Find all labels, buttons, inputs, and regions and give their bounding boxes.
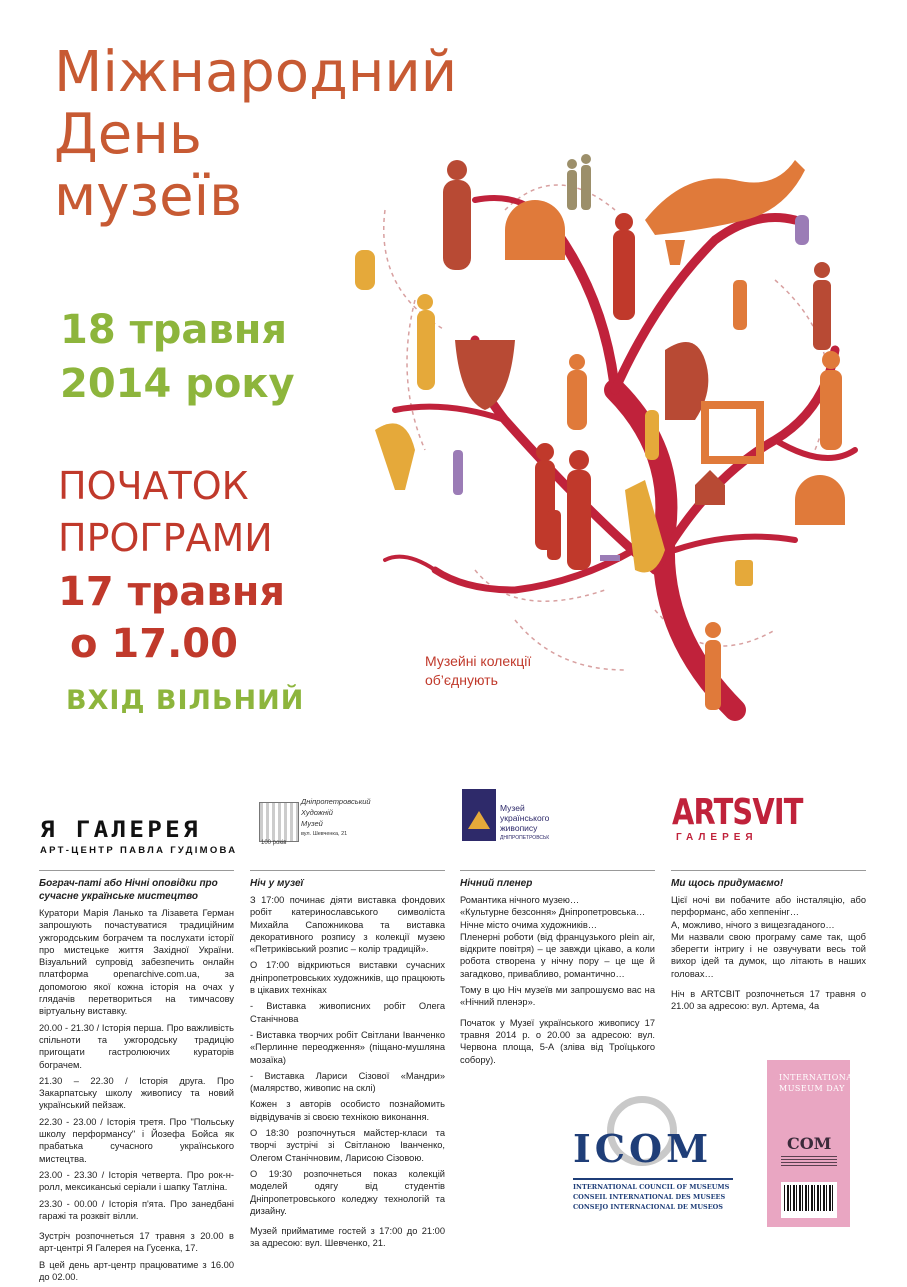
icom-logo [573,1108,733,1212]
imd-card [767,1060,859,1227]
museum-building-icon [259,802,299,842]
imd-line-1: INTERNATIONAL [779,1073,859,1082]
column-2-paragraph: Кожен з авторів особисто познайомить відвідувачів зі своєю технікою виконання. [250,1099,445,1122]
dnipro-museum-line-3: Музей [301,819,323,828]
artsvit-subtitle: ГАЛЕРЕЯ [676,832,758,843]
tree-caption-line-1: Музейні колекції [425,653,532,669]
dnipro-museum-address: вул. Шевченка, 21 [301,831,348,837]
museum-tree-illustration [355,150,880,725]
column-2-paragraph: О 19:30 розпочнеться показ колекцій моделей одягу від студентів Дніпропетровського коледжу технологій та дизайну. [250,1168,445,1216]
imd-line-2: MUSEUM DAY [779,1084,845,1093]
column-1-paragraph: В цей день арт-центр працюватиме з 16.00 до 02.00. [39,1259,234,1283]
column-4-paragraph: Ніч в ARTСВІТ розпочнеться 17 травня о 21.00 за адресою: вул. Артема, 4а [671,989,866,1012]
column-3-paragraph: «Культурне безсоння» Дніпропетровська… [460,907,646,918]
icom-mark-text: ICOM [573,1126,713,1171]
column-2-heading: Ніч у музеї [250,878,304,889]
dnipro-museum-line-1: Дніпропетровський [301,797,371,806]
program-start-datetime [58,566,285,670]
program-day: 17 травня [58,569,286,615]
column-2-paragraph: - Виставка живописних робіт Олега Станічнова [250,1001,445,1024]
title-line-3: музеїв [54,164,243,229]
column-1-paragraph: Зустріч розпочнеться 17 травня з 20.00 в арт-центрі Я Галерея на Гусенка, 17. [39,1231,234,1254]
painting-museum-emblem-icon [462,789,496,841]
barcode-icon [781,1182,837,1218]
column-4-paragraph: А, можливо, нічого з вищезгаданого… [671,919,835,930]
artsvit-name: ARTSVIT [672,792,803,833]
column-2-paragraph: О 18:30 розпочнуться майстер-класи та творчі зустрічі зі Світланою Іванченко, Олегом Станічновим, Ларисою Сізовою. [250,1128,445,1163]
column-2-paragraph: - Виставка творчих робіт Світлани Іванченко «Перлинне переодження» (піщано-мушляна мозаїка) [250,1029,445,1065]
column-4-heading: Ми щось придумаємо! [671,878,784,889]
tree-caption [425,652,531,690]
column-2-paragraph: - Виставка Лариси Сізової «Мандри» (малярство, живопис на склі) [250,1070,445,1094]
column-4-paragraph: Цієї ночі ви побачите або інсталяцію, або перформанс, або хеппенінг… [671,895,866,918]
painting-museum-line-2: українського [500,813,550,823]
statue-figure [443,160,471,270]
icom-mark [573,1108,733,1178]
program-column-1 [39,870,234,1287]
icom-line-1: INTERNATIONAL COUNCIL OF MUSEUMS [573,1183,730,1191]
ukrainian-painting-museum-logo [462,789,582,844]
event-date [60,303,295,411]
free-entry-label: ВХІД ВІЛЬНИЙ [66,685,305,716]
title-line-1: Міжнародний [54,40,458,105]
program-start-heading [58,460,273,564]
column-1-heading: Бограч-паті або Нічні оповідки про сучасне українське мистецтво [39,878,218,902]
column-1-paragraph: 23.00 - 23.30 / Історія четверта. Про рок-н-ролл, мексиканські серіали і шапку Татліна. [39,1169,234,1193]
column-2-paragraph: Музей прийматиме гостей з 17:00 до 21:00 за адресою: вул. Шевченко, 21. [250,1226,445,1249]
program-column-3 [460,870,655,1070]
imd-icom-mark: COM [787,1134,832,1153]
program-column-4 [671,870,866,1017]
column-1-paragraph: 20.00 - 21.30 / Історія перша. Про важливість спільноти та ужгородську традицію пригощати гастролюючих кураторів бограчем. [39,1022,234,1070]
tree-caption-line-2: об’єднують [425,672,498,688]
painting-museum-line-1: Музей [500,803,525,813]
dnipro-art-museum-logo [259,794,371,849]
artsvit-logo [672,794,835,843]
column-1-paragraph: 23.30 - 00.00 / Історія п'ята. Про занедбані гаражі та розквіт вілли. [39,1198,234,1221]
imd-mark-lines [781,1156,837,1168]
column-3-paragraph: Романтика нічного музею… [460,895,580,905]
program-time: о 17.00 [70,621,238,667]
painting-museum-city: ДНІПРОПЕТРОВСЬК [500,835,550,841]
column-3-paragraph: Нічне місто очима художників… [460,919,598,930]
column-2-paragraph: З 17:00 починає діяти виставка фондових робіт катеринославського символіста Михайла Сапожникова та виставка декоративного розпису з колекції музею «Петриківський розпис – колір традицій». [250,895,445,955]
date-line-2: 2014 року [60,361,295,407]
column-1-paragraph: Куратори Марія Ланько та Лізавета Герман запрошують почастуватися традиційним ужгородським бограчем та послухати історії про мистецьке життя Західної України. Візуальний супровід забезпечить онлайн платформа openarchive.com.ua, за допомогою якої кожна історія на очах у глядачів перетвориться на тимчасову віртуальну виставку. [39,908,234,1017]
ya-galereya-subtitle: АРТ-ЦЕНТР ПАВЛА ГУДІМОВА [40,845,238,856]
column-3-paragraph: Тому в цю Ніч музеїв ми запрошуємо вас на «Нічний пленэр». [460,985,655,1008]
column-1-paragraph: 22.30 - 23.00 / Історія третя. Про "Польську школу перформансу" і Йозефа Бойса як прабатька сучасного українського мистецтва. [39,1116,234,1164]
icom-line-2: CONSEIL INTERNATIONAL DES MUSEES [573,1193,726,1201]
program-column-2 [250,870,445,1254]
column-4-paragraph: Ми назвали свою програму саме так, щоб зберегти інтригу і не озвучувати весь той вихор ідей та думок, що літають в наших головах… [671,931,866,979]
ya-galereya-logo [40,818,237,856]
column-2-paragraph: О 17:00 відкриються виставки сучасних дніпропетровських художників, що працюють в цікавих техніках [250,960,445,996]
date-line-1: 18 травня [60,307,288,353]
icom-line-3: CONSEJO INTERNACIONAL DE MUSEOS [573,1203,724,1211]
column-3-heading: Нічний пленер [460,878,533,889]
title-line-2: День [54,102,202,167]
program-start-line-2: ПРОГРАМИ [58,516,273,560]
dnipro-museum-years: 100 років [261,840,287,846]
program-start-line-1: ПОЧАТОК [58,464,249,508]
column-3-paragraph: Пленерні роботи (від французького plein air, відкрите повітря) – це завжди цікаво, а коли робота створена у нічну пору – це ще й загадково, привабливо, романтично… [460,931,655,979]
painting-museum-line-3: живопису [500,823,538,833]
ya-galereya-name: Я ГАЛЕРЕЯ [40,818,201,843]
dnipro-museum-line-2: Художній [301,808,333,817]
column-1-paragraph: 21.30 – 22.30 / Історія друга. Про Закарпатську школу живопису та новий український пейзаж. [39,1075,234,1111]
column-3-paragraph: Початок у Музеї українського живопису 17 травня 2014 р. о 20.00 за адресою: вул. Червона площа, 5-А (зліва від Троїцького собору). [460,1017,655,1065]
